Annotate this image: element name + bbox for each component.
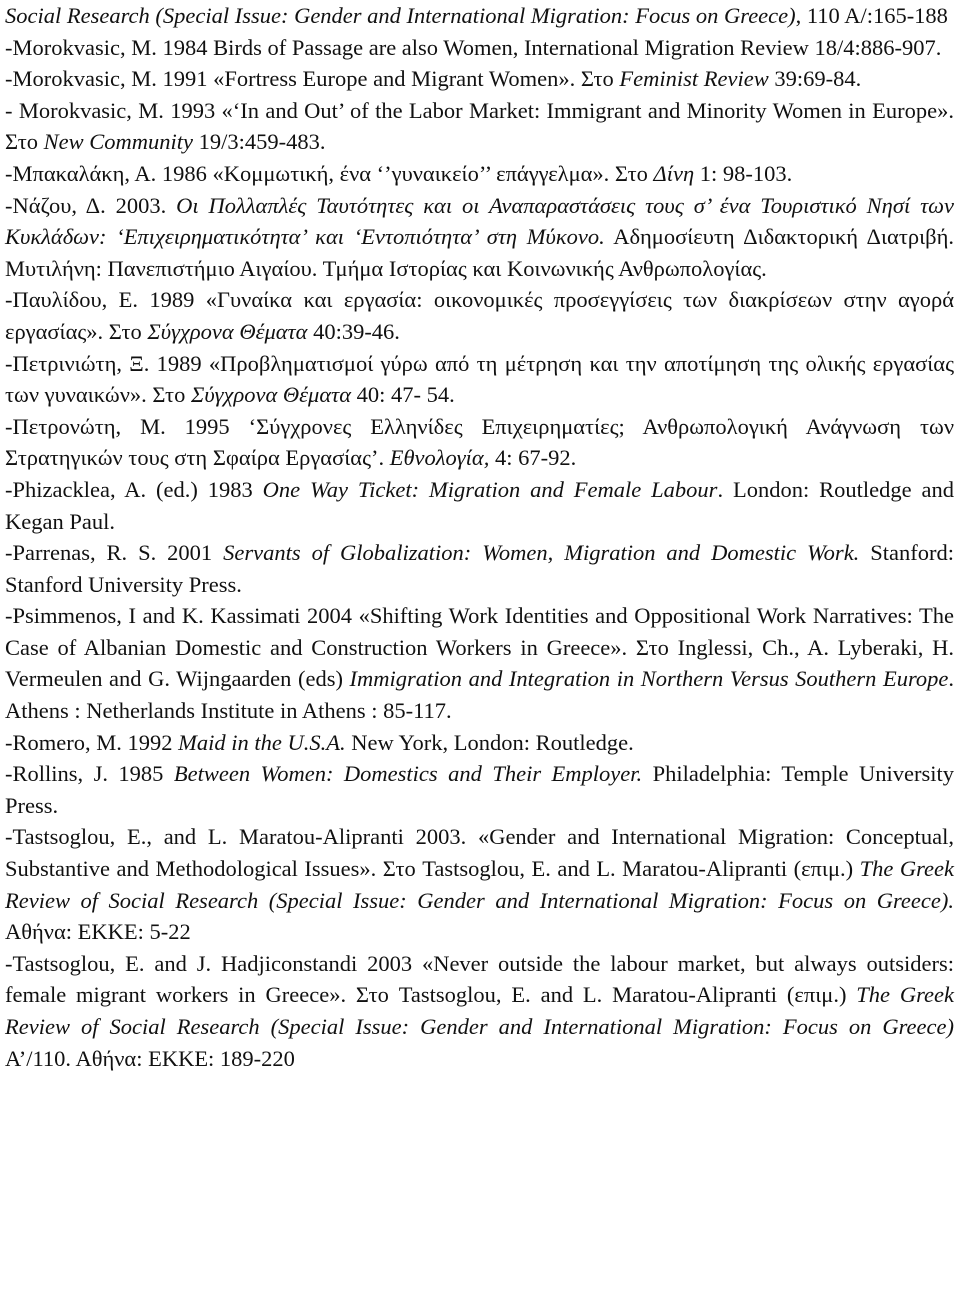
reference-entry [5,348,954,411]
reference-entry [5,32,954,64]
reference-text-segment: -Tastsoglou, E. and J. Hadjiconstandi 2003 «Never outside the labour market, but always outsiders: female migrant workers in Greece». Στο Tastsoglou, E. and L. Maratou-Alipranti (επιμ.) [5,950,954,1008]
reference-entry [5,284,954,347]
reference-text-segment: . Athens : Netherlands Institute in Athens : 85-117. [5,666,954,724]
reference-text-segment: - Morokvasic, M. 1993 «‘In and Out’ of the Labor Market: Immigrant and Minority Women in Europe». Στο [5,97,954,155]
reference-text-segment: -Μπακαλάκη, Α. 1986 «Κομμωτική, ένα ‘’γυναικείο’’ επάγγελμα». Στο [5,160,654,186]
reference-italic-segment: Social Research (Special Issue: Gender and International Migration: Focus on Greece) [5,3,796,28]
reference-entry [5,95,954,158]
reference-text-segment: -Psimmenos, I and K. Kassimati 2004 «Shifting Work Identities and Oppositional Work Narratives: The Case of Albanian Domestic and Construction Workers in Greece». Στο Inglessi, Ch., A. Lyberaki, H. Vermeulen and G. Wijngaarden (eds) [5,603,954,692]
reference-entry [5,727,954,759]
reference-text-segment: Αδημοσίευτη Διδακτορική Διατριβή. Μυτιλήνη: Πανεπιστήμιο Αιγαίου. Τμήμα Ιστορίας και Κοινωνικής Ανθρωπολογίας. [5,224,954,281]
reference-text-segment: Stanford: Stanford University Press. [5,540,954,597]
reference-entry [5,190,954,285]
reference-italic-segment: Between Women: Domestics and Their Employer. [173,761,643,787]
reference-italic-segment: Σύγχρονα Θέματα [147,318,308,344]
reference-text-segment: -Phizacklea, A. (ed.) 1983 [5,476,263,502]
reference-entry [5,758,954,821]
reference-entry [5,158,954,190]
reference-italic-segment: New Community [43,129,193,155]
reference-italic-segment: Immigration and Integration in Northern Versus Southern Europe [349,666,949,692]
reference-text-segment: 19/3:459-483. [192,129,326,155]
reference-text-segment: , 110 A/:165-188 [795,3,948,28]
reference-italic-segment: Maid in the U.S.A. [178,729,346,755]
reference-text-segment: -Tastsoglou, E., and L. Maratou-Alipranti 2003. «Gender and International Migration: Conceptual, Substantive and Methodological Issues». Στο Tastsoglou, E. and L. Maratou-Alipranti (επιμ.) [5,824,954,882]
reference-text-segment: -Πετρινιώτη, Ξ. 1989 «Προβληματισμοί γύρω από τη μέτρηση και την αποτίμηση της ολικής εργασίας των γυναικών». Στο [5,350,954,408]
reference-text-segment: -Romero, M. 1992 [5,729,179,755]
reference-text-segment: Philadelphia: Temple University Press. [5,761,954,818]
reference-italic-segment: Οι Πολλαπλές Ταυτότητες και οι Αναπαραστάσεις τους σ’ ένα Τουριστικό Νησί των Κυκλάδων: ‘Επιχειρηματικότητα’ και ‘Εντοπιότητα’ στη Μύκονο. [5,192,954,250]
reference-entry [5,63,954,95]
reference-text-segment: New York, London: Routledge. [345,729,634,755]
reference-text-segment: . London: Routledge and Kegan Paul. [5,476,954,534]
reference-list [5,0,954,1074]
reference-italic-segment: The Greek Review of Social Research (Special Issue: Gender and International Migration: Focus on Greece) [5,982,954,1039]
reference-entry [5,474,954,537]
reference-entry [5,411,954,474]
reference-italic-segment: Servants of Globalization: Women, Migration and Domestic Work. [223,540,860,566]
reference-entry [5,821,954,947]
reference-text-segment: 40: 47- 54. [351,382,455,408]
reference-text-segment: 40:39-46. [307,318,400,344]
reference-text-segment: -Νάζου, Δ. 2003. [5,192,177,218]
reference-text-segment: 39:69-84. [768,66,862,92]
reference-entry [5,537,954,600]
reference-italic-segment: Feminist Review [619,66,769,92]
reference-text-segment: 4: 67-92. [489,445,577,471]
reference-italic-segment: Σύγχρονα Θέματα [190,382,352,408]
reference-entry [5,948,954,1074]
reference-entry [5,600,954,726]
reference-text-segment: -Morokvasic, M. 1984 Birds of Passage are also Women, International Migration Review 18/4:886-907. [5,34,942,60]
reference-text-segment: -Παυλίδου, Ε. 1989 «Γυναίκα και εργασία: οικονομικές προσεγγίσεις των διακρίσεων στην αγορά εργασίας». Στο [5,287,954,344]
reference-text-segment: -Rollins, J. 1985 [5,761,174,787]
reference-text-segment: Α’/110. Αθήνα: ΕΚΚΕ: 189-220 [5,1045,295,1071]
reference-text-segment: -Parrenas, R. S. 2001 [5,540,224,566]
reference-entry [5,0,954,32]
reference-text-segment: 1: 98-103. [694,160,793,186]
reference-italic-segment: Εθνολογία, [389,445,490,471]
reference-text-segment: -Morokvasic, M. 1991 «Fortress Europe and Migrant Women». Στο [5,66,620,92]
reference-text-segment: Αθήνα: ΕΚΚΕ: 5-22 [5,919,191,945]
reference-italic-segment: The Greek Review of Social Research (Special Issue: Gender and International Migration: Focus on Greece). [5,856,954,913]
reference-text-segment: -Πετρονώτη, Μ. 1995 ‘Σύγχρονες Ελληνίδες Επιχειρηματίες; Ανθρωπολογική Ανάγνωση των Στρατηγικών τους στη Σφαίρα Εργασίας’. [5,413,954,471]
reference-italic-segment: One Way Ticket: Migration and Female Labour [262,476,718,502]
reference-italic-segment: Δίνη [653,160,695,186]
